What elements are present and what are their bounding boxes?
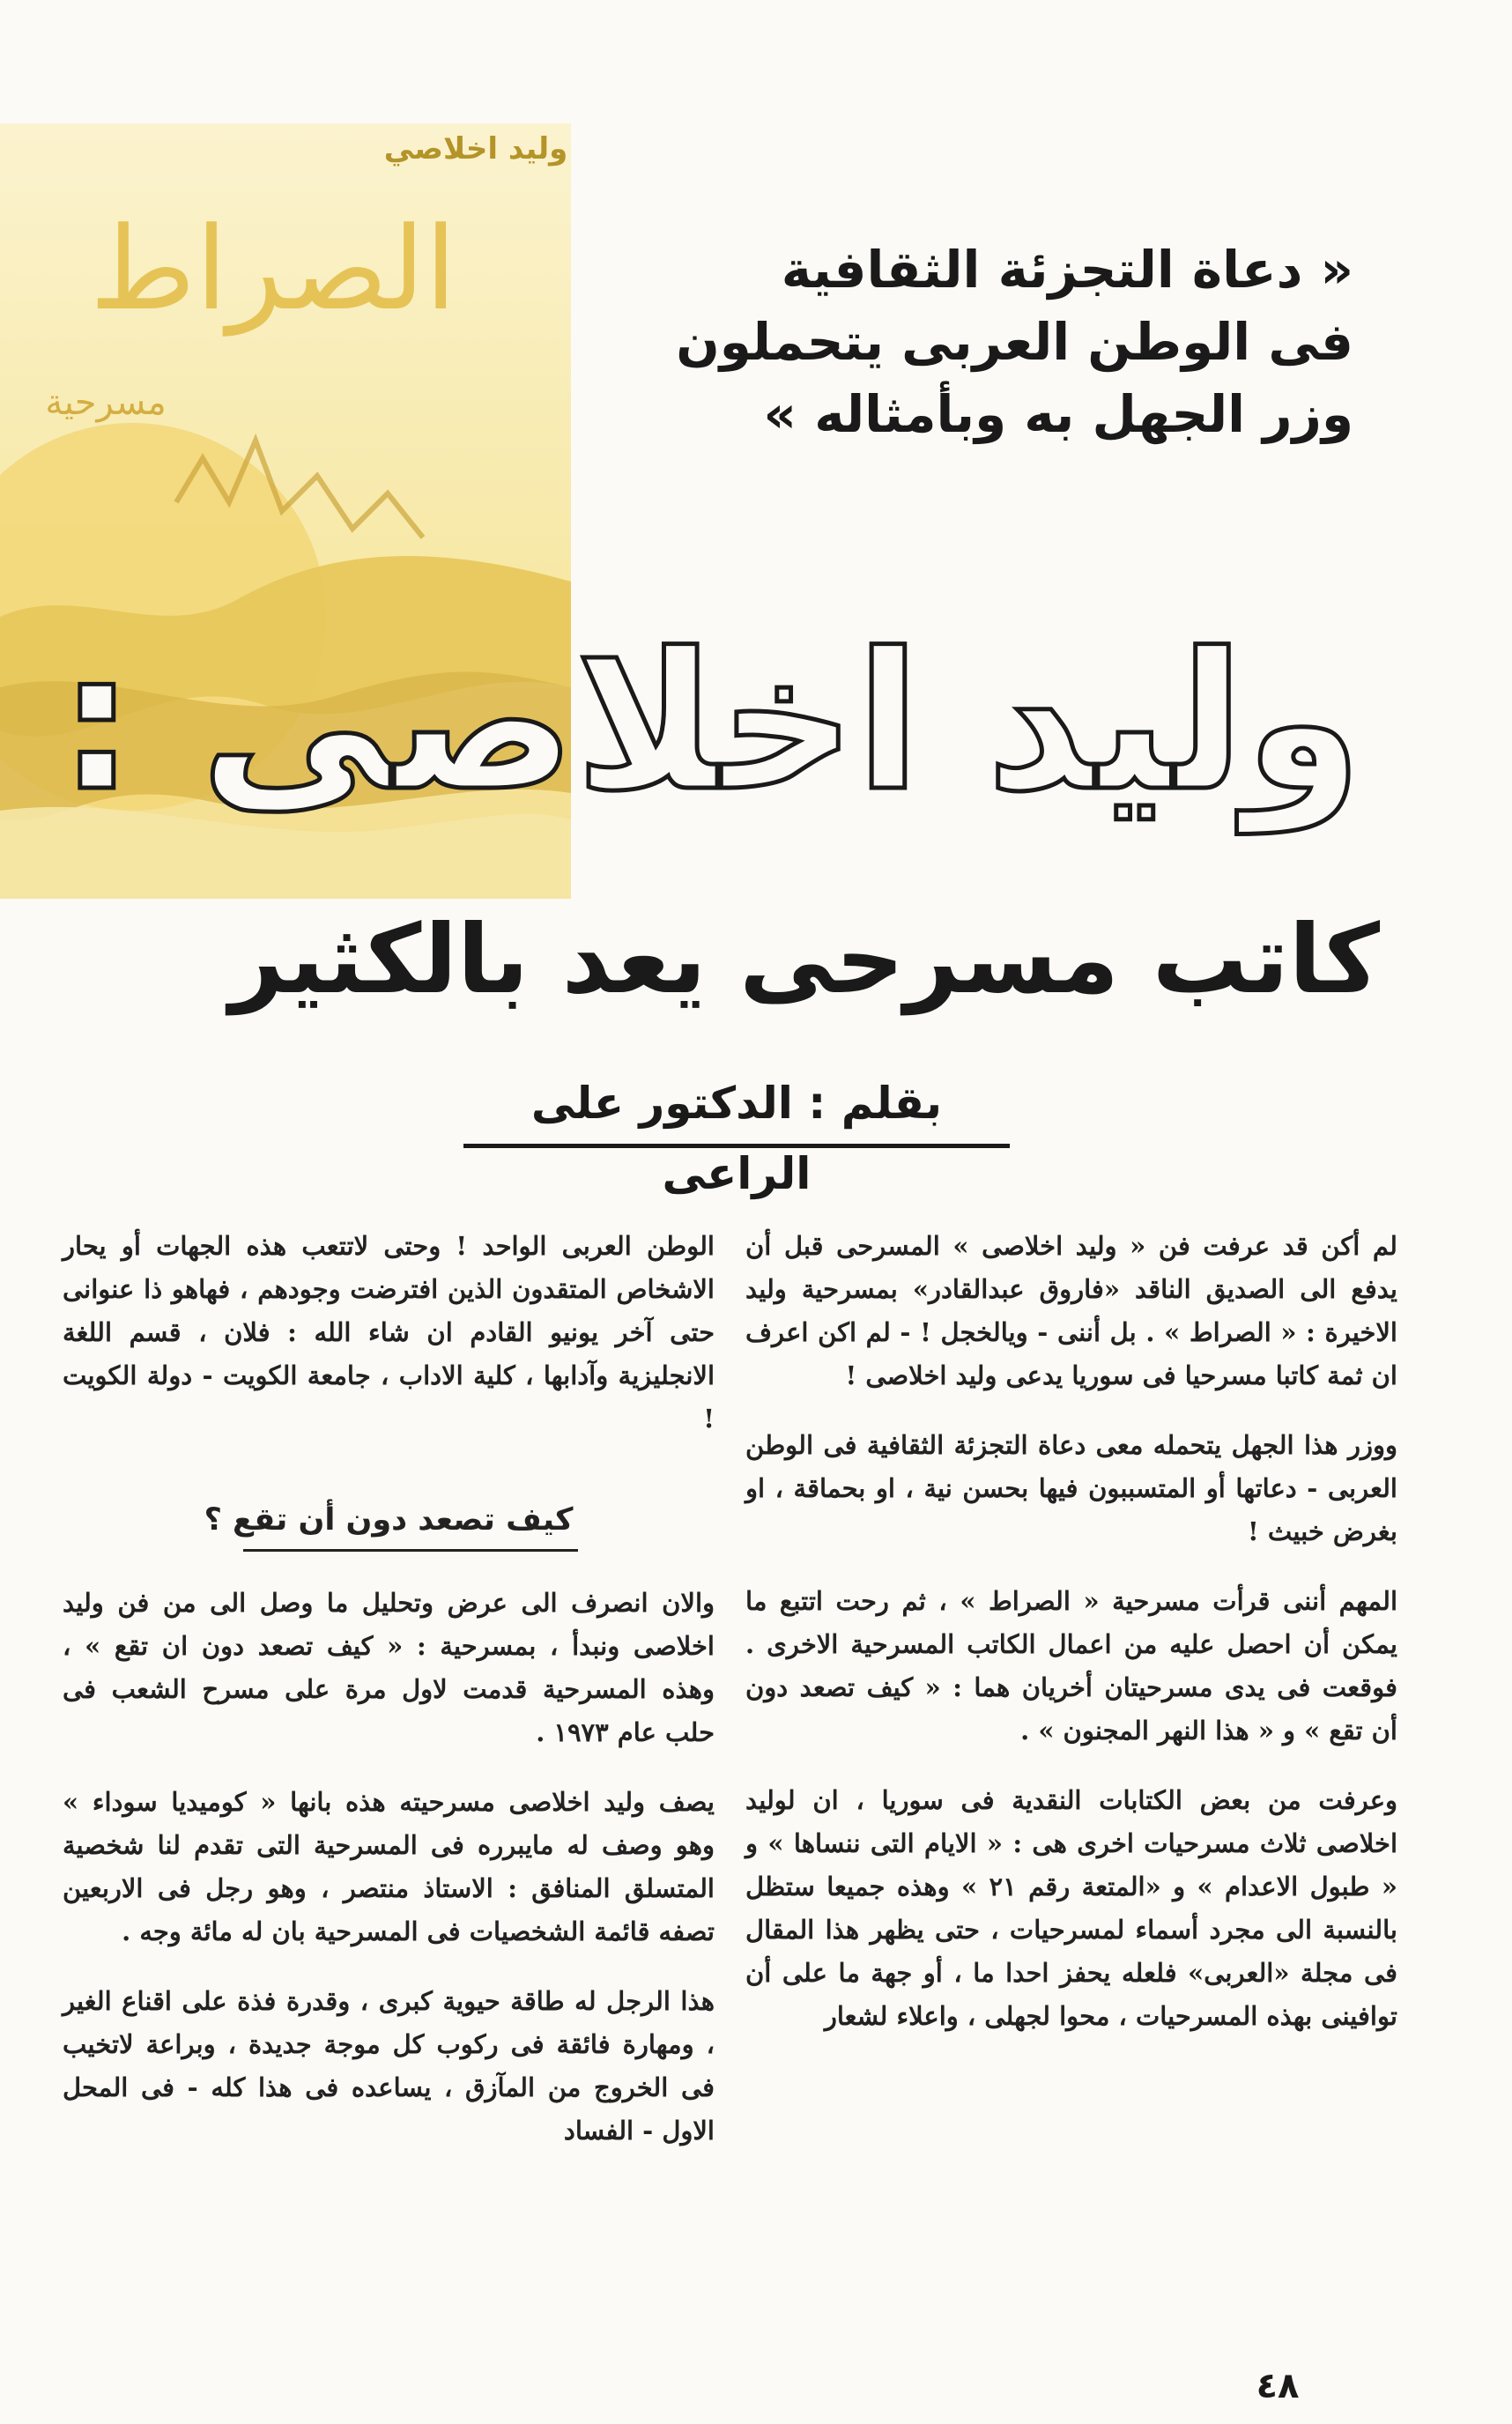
cover-genre: مسرحية — [45, 382, 167, 423]
pull-quote-line: وزر الجهل به وبأمثاله » — [763, 384, 1353, 444]
paragraph: المهم أننى قرأت مسرحية « الصراط » ، ثم رحت اتتبع ما يمكن أن احصل عليه من اعمال الكاتب المسرحية الاخرى . فوقعت فى يدى مسرحيتان أخريان هما : « كيف تصعد دون أن تقع » و « هذا النهر المجنون » . — [745, 1586, 1397, 1746]
paragraph: لم أكن قد عرفت فن « وليد اخلاصى » المسرحى قبل أن يدفع الى الصديق الناقد «فاروق عبدالقادر» بمسرحية وليد الاخيرة : « الصراط » . بل أننى - ويالخجل ! - لم اكن اعرف ان ثمة كاتبا مسرحيا فى سوريا يدعى وليد اخلاصى ! — [745, 1231, 1397, 1390]
paragraph: هذا الرجل له طاقة حيوية كبرى ، وقدرة فذة على اقناع الغير ، ومهارة فائقة فى ركوب كل موجة جديدة ، وبراعة لاتخيب فى الخروج من المآزق ، يساعده فى هذا كله - فى المحل الاول - الفساد — [63, 1986, 715, 2146]
article-column-left — [63, 1225, 715, 2179]
paragraph: وعرفت من بعض الكتابات النقدية فى سوريا ، ان لوليد اخلاصى ثلاث مسرحيات اخرى هى : « الايام التى ننساها » و « طبول الاعدام » و «المتعة رقم ٢١ » وهذه جميعا ستظل بالنسبة الى مجرد أسماء لمسرحيات ، حتى يظهر هذا المقال فى مجلة «العربى» فلعله يحفز احدا ما ، أو جهة ما على أن توافينى بهذه المسرحيات ، محوا لجهلى ، واعلاء لشعار — [745, 1785, 1397, 2031]
cover-author: وليد اخلاصي — [383, 131, 568, 167]
section-subtitle: كيف تصعد دون أن تقع ؟ — [63, 1494, 715, 1546]
byline-underline — [463, 1144, 1010, 1148]
paragraph: يصف وليد اخلاصى مسرحيته هذه بانها « كوميديا سوداء » وهو وصف له مايبرره فى المسرحية التى تقدم لنا شخصية المتسلق المنافق : الاستاذ منتصر ، وهو رجل فى الاربعين تصفه قائمة الشخصيات فى المسرحية بان له مائة وجه . — [63, 1787, 715, 1946]
pull-quote-line: « دعاة التجزئة الثقافية — [781, 240, 1353, 300]
subheadline: كاتب مسرحى يعد بالكثير — [229, 905, 1380, 1015]
paragraph: ووزر هذا الجهل يتحمله معى دعاة التجزئة الثقافية فى الوطن العربى - دعاتها أو المتسببون فيها بحسن نية ، او بحماقة ، او بغرض خبيث ! — [745, 1430, 1397, 1546]
paragraph: والان انصرف الى عرض وتحليل ما وصل الى من فن وليد اخلاصى ونبدأ ، بمسرحية : « كيف تصعد دون ان تقع » ، وهذه المسرحية قدمت لاول مرة على مسرح الشعب فى حلب عام ١٩٧٣ . — [63, 1588, 715, 1747]
pull-quote — [676, 234, 1353, 450]
headline: وليد اخلاصى : — [58, 612, 1362, 833]
paragraph: الوطن العربى الواحد ! وحتى لاتتعب هذه الجهات أو يحار الاشخاص المتقدون الذين افترضت وجودهم ، فهاهو ذا عنوانى حتى آخر يونيو القادم ان شاء الله : فلان ، قسم اللغة الانجليزية وآدابها ، كلية الاداب ، جامعة الكويت - دولة الكويت ! — [63, 1231, 715, 1434]
page-number: ٤٨ — [1256, 2366, 1300, 2406]
pull-quote-line: فى الوطن العربى يتحملون — [676, 312, 1353, 372]
cover-title: الصراط — [89, 202, 457, 336]
article-column-right — [745, 1225, 1397, 2064]
byline: بقلم : الدكتور على الراعى — [530, 1078, 943, 1199]
